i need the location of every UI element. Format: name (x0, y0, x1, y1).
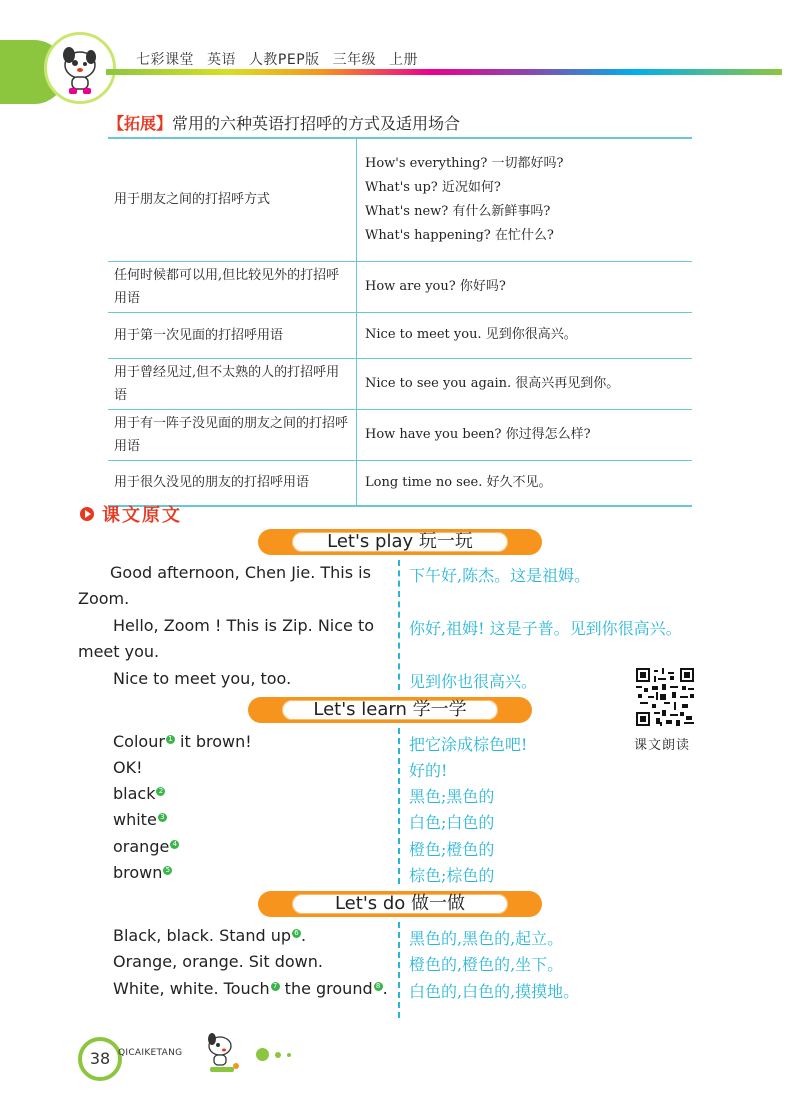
extension-title: 常用的六种英语打招呼的方式及适用场合 (172, 114, 461, 133)
qr-code-icon[interactable] (636, 668, 694, 726)
phrase: Nice to meet you. 见到你很高兴。 (365, 327, 577, 342)
play-triangle-icon (80, 507, 94, 521)
lets-learn-label: Let's learn 学一学 (282, 700, 498, 720)
decor-dot (287, 1053, 291, 1057)
action-line: White, white. Touch 7 the ground 8 . (113, 979, 388, 998)
table-row (108, 312, 692, 358)
usage-cell: 任何时候都可以用,但比较见外的打招呼用语 (108, 261, 357, 312)
header-rainbow-bar (106, 69, 782, 75)
brand-label: QICAIKETANG (118, 1048, 183, 1058)
header-grade: 三年级 (332, 52, 377, 68)
dialogue-cn: 你好,祖姆! 这是子普。见到你很高兴。 (409, 619, 682, 638)
phrase: How have you been? 你过得怎么样? (365, 426, 591, 442)
usage-cell: 用于朋友之间的打招呼方式 (108, 138, 357, 261)
note-badge: 5 (163, 866, 172, 875)
phrase: Long time no see. 好久不见。 (365, 474, 552, 490)
column-divider (398, 560, 400, 690)
phrases-cell (357, 358, 693, 409)
phrase: What's happening? 在忙什么? (365, 227, 554, 243)
vocab-line: brown 5 (113, 863, 172, 882)
note-badge: 8 (374, 982, 383, 991)
phrases-cell (357, 261, 693, 312)
note-badge: 1 (166, 735, 175, 744)
lets-learn-banner (248, 697, 532, 723)
note-badge: 2 (156, 787, 165, 796)
phrase: How's everything? 一切都好吗? (365, 155, 564, 171)
action-cn: 橙色的,橙色的,坐下。 (409, 955, 564, 974)
vocab-cn: 橙色;橙色的 (409, 840, 495, 859)
table-row (108, 358, 692, 409)
section-title: 课文原文 (102, 505, 182, 526)
phrase: How are you? 你好吗? (365, 278, 506, 294)
decor-dot (256, 1048, 269, 1061)
phrase: What's new? 有什么新鲜事吗? (365, 203, 551, 219)
usage-cell: 用于曾经见过,但不太熟的人的打招呼用语 (108, 358, 357, 409)
vocab-line: white 3 (113, 810, 167, 829)
phrases-cell (357, 138, 693, 261)
note-badge: 3 (158, 813, 167, 822)
lets-play-label: Let's play 玩一玩 (292, 532, 508, 552)
dialogue-en: Zoom. (78, 589, 130, 608)
column-divider (398, 728, 400, 884)
decor-dot (275, 1052, 281, 1058)
dialogue-cn: 下午好,陈杰。这是祖姆。 (409, 566, 591, 585)
dialogue-en: Good afternoon, Chen Jie. This is (110, 563, 371, 582)
dialogue-en: meet you. (78, 642, 160, 661)
extension-tag: 【拓展】 (108, 114, 173, 133)
table-row (108, 409, 692, 460)
column-divider (398, 922, 400, 1018)
phrase: What's up? 近况如何? (365, 179, 501, 195)
lets-play-banner (258, 529, 542, 555)
vocab-line: orange 4 (113, 837, 179, 856)
header-edition: 人教PEP版 (248, 52, 320, 68)
action-cn: 白色的,白色的,摸摸地。 (409, 982, 580, 1001)
dialogue-en: Nice to meet you, too. (113, 669, 292, 688)
vocab-cn: 棕色;棕色的 (409, 866, 495, 885)
note-badge: 7 (271, 982, 280, 991)
phrases-cell (357, 409, 693, 460)
action-line: Black, black. Stand up 6 . (113, 926, 307, 945)
usage-cell: 用于第一次见面的打招呼用语 (108, 312, 357, 358)
phrases-cell (357, 460, 693, 506)
action-cn: 黑色的,黑色的,起立。 (409, 929, 564, 948)
note-badge: 6 (292, 929, 301, 938)
vocab-cn: 好的! (409, 761, 448, 780)
table-row (108, 261, 692, 312)
phrase: Nice to see you again. 很高兴再见到你。 (365, 375, 620, 391)
vocab-line: Colour 1 it brown! (113, 732, 252, 751)
usage-cell: 用于很久没见的朋友的打招呼用语 (108, 460, 357, 506)
extension-heading (108, 111, 460, 134)
vocab-line: black 2 (113, 784, 165, 803)
greeting-table (108, 137, 692, 507)
lets-do-banner (258, 891, 542, 917)
header-subject: 英语 (206, 52, 236, 68)
phrases-cell (357, 312, 693, 358)
mascot-icon (44, 32, 116, 104)
usage-cell: 用于有一阵子没见面的朋友之间的打招呼用语 (108, 409, 357, 460)
page-number: 38 (78, 1037, 122, 1081)
action-line: Orange, orange. Sit down. (113, 952, 323, 971)
vocab-cn: 白色;白色的 (409, 813, 495, 832)
header-series: 七彩课堂 (136, 52, 194, 68)
lets-do-label: Let's do 做一做 (292, 894, 508, 914)
note-badge: 4 (170, 840, 179, 849)
vocab-cn: 黑色;黑色的 (409, 787, 495, 806)
header-term: 上册 (389, 52, 419, 68)
header-title (136, 49, 426, 69)
vocab-cn: 把它涂成棕色吧! (409, 735, 528, 754)
table-row (108, 138, 692, 261)
dialogue-en: Hello, Zoom ! This is Zip. Nice to (113, 616, 375, 635)
qr-label: 课文朗读 (634, 738, 691, 753)
dialogue-cn: 见到你也很高兴。 (409, 672, 538, 691)
vocab-line: OK! (113, 758, 143, 777)
table-row (108, 460, 692, 506)
mascot-icon (200, 1030, 246, 1076)
